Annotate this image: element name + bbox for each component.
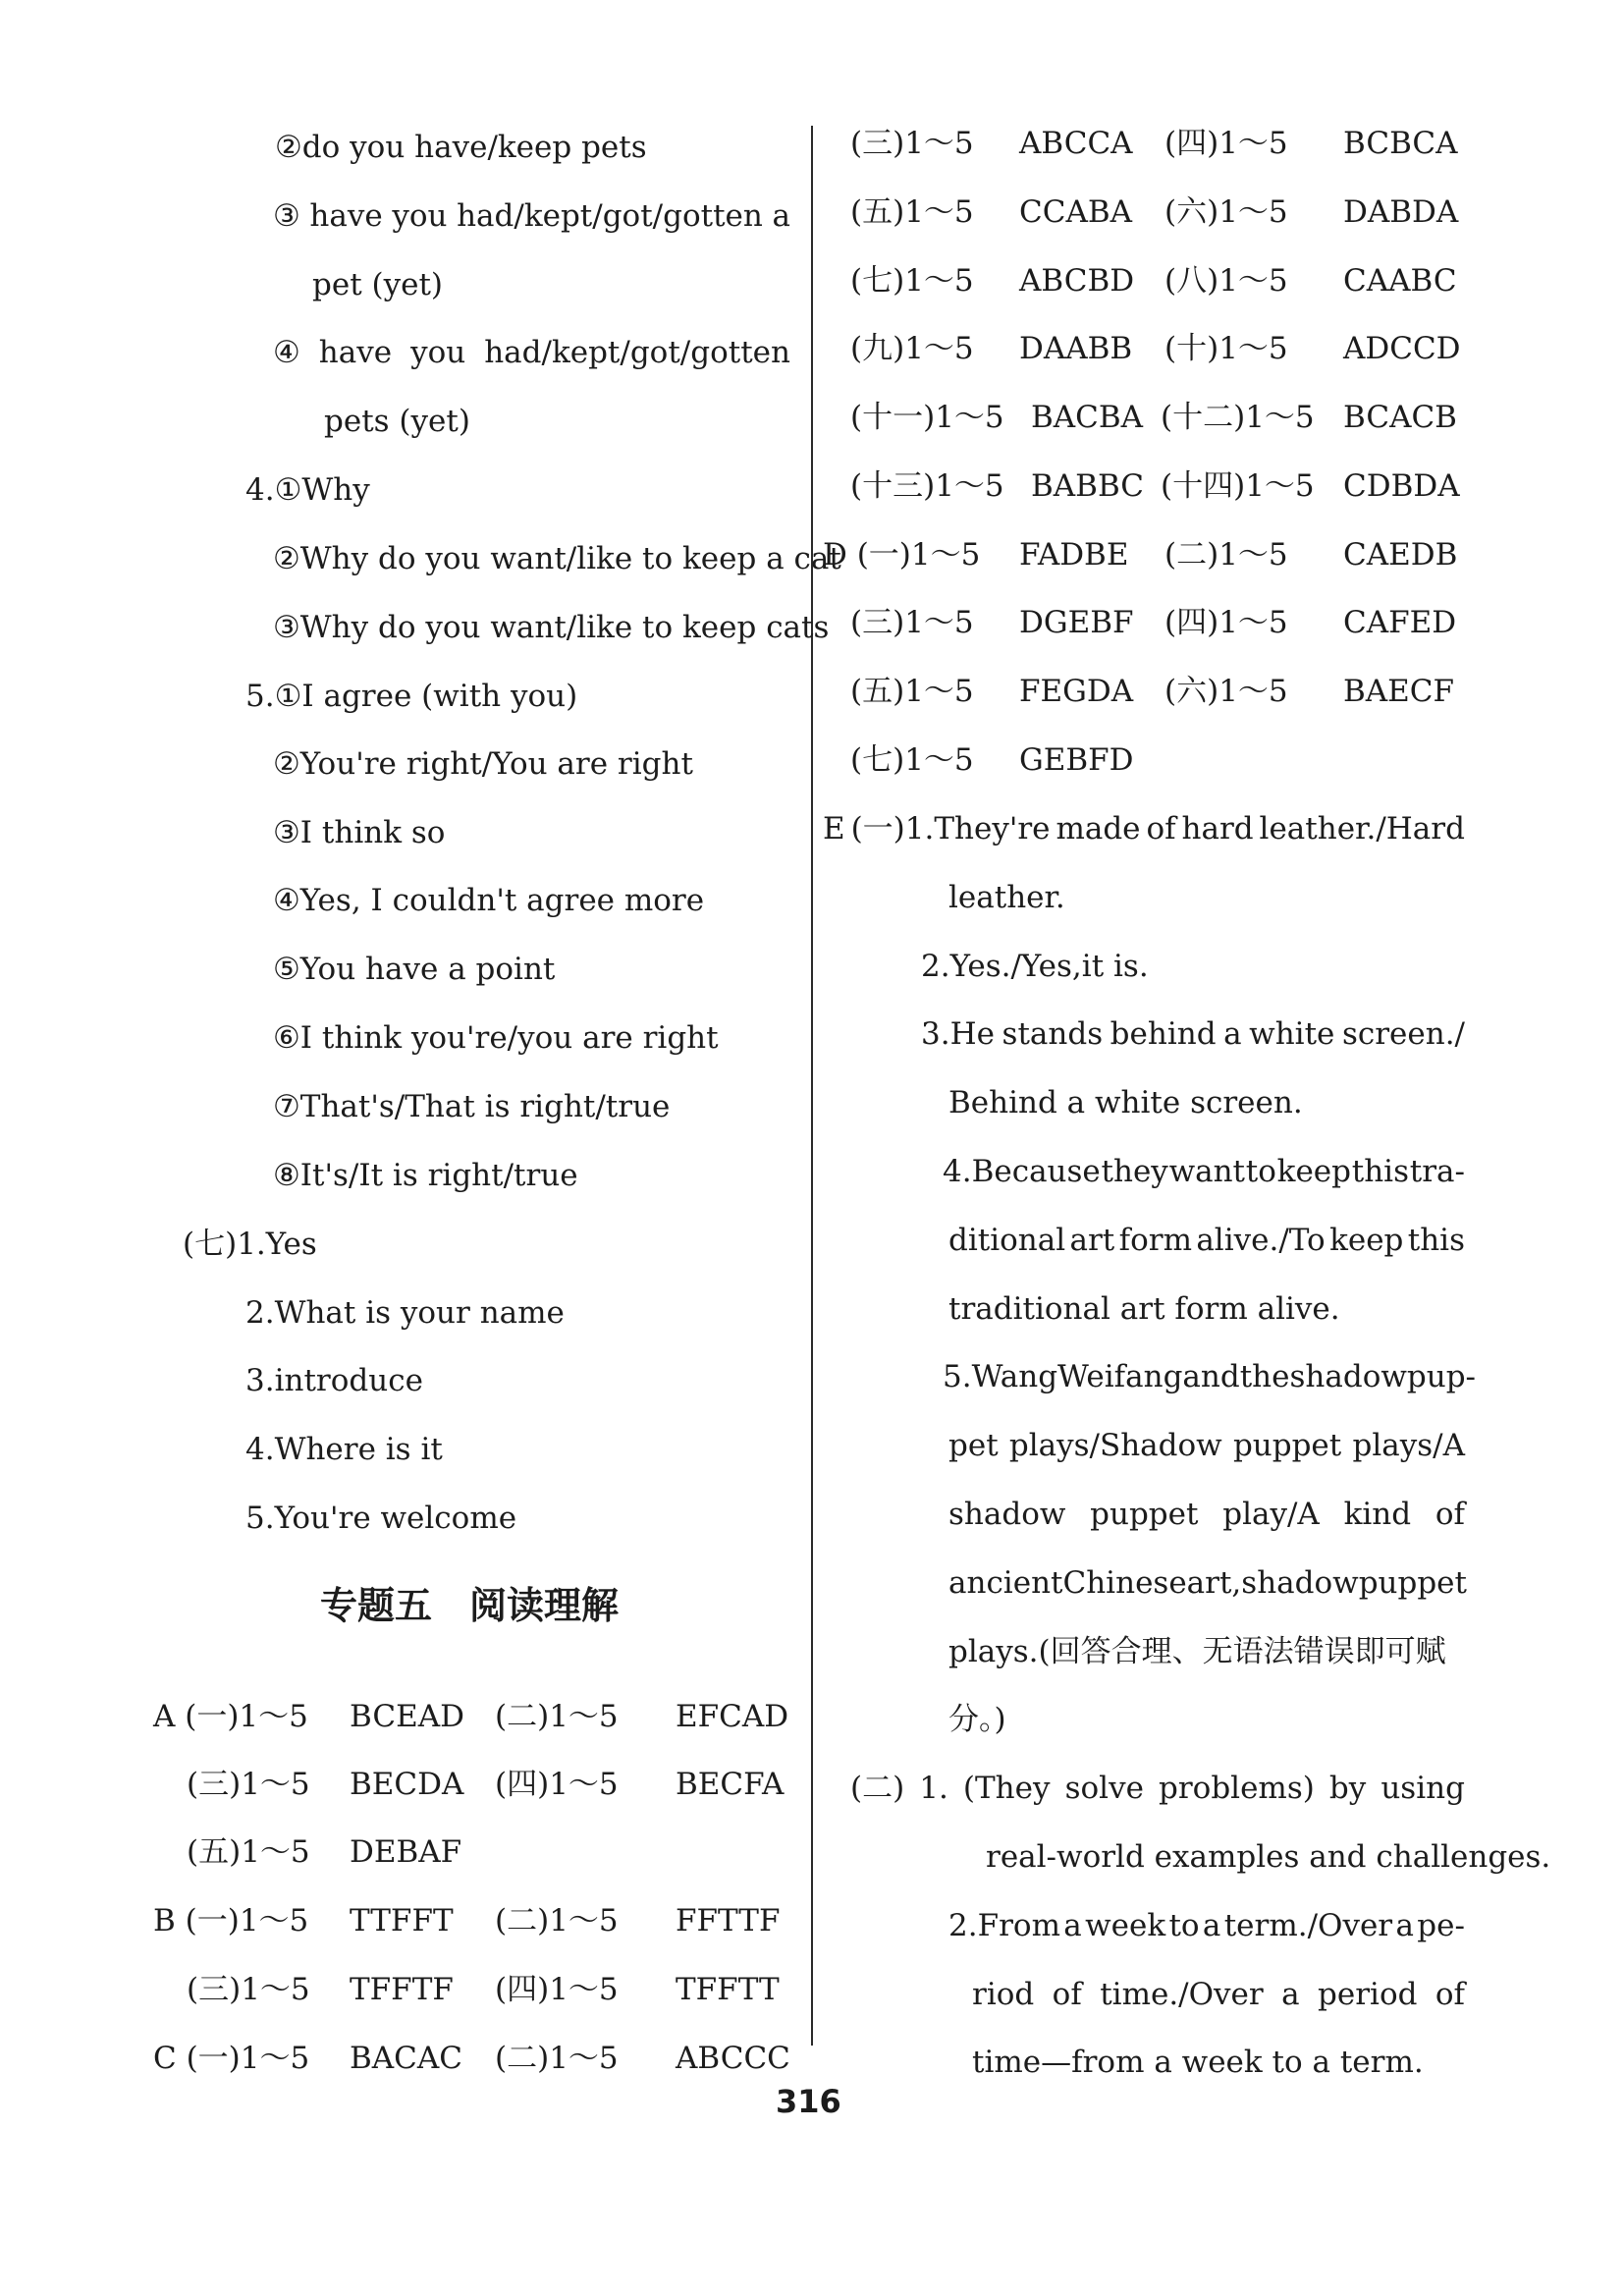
answer-letters: ABCCA (1019, 126, 1133, 161)
left-line: 2.What is your name (245, 1295, 565, 1331)
word: you (410, 335, 466, 370)
left-line: (七)1.Yes (183, 1227, 317, 1262)
word: made (1056, 811, 1141, 846)
answer-label: (十)1～5 (1164, 331, 1288, 366)
page-number: 316 (776, 2083, 841, 2120)
answer-label: (五)1～5 (850, 194, 974, 230)
word: 1. (919, 1771, 948, 1806)
right-line: time—from a week to a term. (972, 2045, 1424, 2080)
word: form (1118, 1223, 1192, 1258)
answer-label: (二)1～5 (495, 2041, 619, 2076)
word: play/A (1222, 1497, 1320, 1532)
word: pet (948, 1428, 999, 1463)
left-line: 3.introduce (245, 1363, 423, 1398)
answer-letters: FFTTF (676, 1903, 781, 1938)
right-line: real-world examples and challenges. (986, 1839, 1551, 1875)
right-line (948, 1221, 1465, 1260)
word: 5.Wang (943, 1359, 1058, 1394)
word: solve (1064, 1771, 1144, 1806)
word: to (1168, 1908, 1200, 1943)
word: puppet (1090, 1497, 1199, 1532)
right-line (948, 1563, 1465, 1603)
word: (二) (850, 1771, 905, 1806)
word: E (823, 811, 845, 846)
answer-letters: BABBC (1031, 468, 1145, 504)
word: ditional (948, 1223, 1066, 1258)
section-heading: 专题五 阅读理解 (320, 1584, 620, 1627)
answer-letters: DGEBF (1019, 605, 1134, 640)
answer-label: (六)1～5 (1164, 194, 1288, 230)
word: using (1380, 1771, 1465, 1806)
word: 3.He (921, 1016, 995, 1052)
right-line (948, 1632, 1465, 1671)
word: plays.(回答合理、无语法错误即可赋 (948, 1634, 1446, 1669)
left-line: ④Yes, I couldn't agree more (273, 883, 705, 918)
word: (They (962, 1771, 1051, 1806)
left-line (273, 196, 790, 236)
answer-letters: DABDA (1343, 194, 1459, 230)
answer-label: (九)1～5 (850, 331, 974, 366)
answer-label: (四)1～5 (1164, 126, 1288, 161)
answer-label: (二)1～5 (1164, 537, 1288, 573)
word: shadow (1289, 1359, 1407, 1394)
word: puppet (1232, 1428, 1342, 1463)
answer-label: C (一)1～5 (153, 2041, 310, 2076)
right-line: 分。) (948, 1702, 1006, 1737)
word: they (1101, 1154, 1168, 1189)
answer-letters: BCACB (1343, 400, 1457, 435)
answer-label: (三)1～5 (850, 126, 974, 161)
word: art,shadow (1186, 1565, 1359, 1601)
answer-label: (八)1～5 (1164, 263, 1288, 299)
word: keep (1276, 1154, 1351, 1189)
answer-letters: BCEAD (350, 1699, 464, 1734)
word: problems) (1159, 1771, 1315, 1806)
word: had/kept/got/gotten (484, 335, 790, 370)
word: alive./To (1196, 1223, 1326, 1258)
word: leather./Hard (1259, 811, 1465, 846)
answer-letters: TFFTT (676, 1972, 780, 2007)
answer-letters: CAFED (1343, 605, 1457, 640)
answer-letters: GEBFD (1019, 742, 1134, 778)
word: want (1168, 1154, 1246, 1189)
word: ③ (273, 198, 300, 234)
answer-label: (三)1～5 (850, 605, 974, 640)
word: term./Over (1223, 1908, 1393, 1943)
answer-label: (四)1～5 (1164, 605, 1288, 640)
word: ancient (948, 1565, 1063, 1601)
answer-letters: CAEDB (1343, 537, 1458, 573)
answer-label: (四)1～5 (495, 1767, 619, 1802)
word: period (1318, 1977, 1418, 2012)
answer-label: (三)1～5 (187, 1972, 310, 2007)
right-line (823, 809, 1465, 848)
word: art (1069, 1223, 1115, 1258)
left-line: ⑧It's/It is right/true (273, 1158, 578, 1193)
word: to (1245, 1154, 1276, 1189)
answer-letters: BACBA (1031, 400, 1144, 435)
right-line (972, 1975, 1465, 2014)
word: Chinese (1062, 1565, 1187, 1601)
answer-letters: FEGDA (1019, 674, 1134, 709)
left-line: ③Why do you want/like to keep cats (273, 610, 830, 645)
word: week (1085, 1908, 1166, 1943)
answer-label: (七)1～5 (850, 263, 974, 299)
left-line: ②Why do you want/like to keep a cat (273, 541, 841, 576)
word: 4.Because (943, 1154, 1101, 1189)
right-line (921, 1014, 1465, 1054)
left-line: 5.You're welcome (245, 1501, 517, 1536)
answer-letters: DAABB (1019, 331, 1133, 366)
word: shadow (948, 1497, 1066, 1532)
left-line: ③I think so (273, 815, 446, 850)
answer-label: (二)1～5 (495, 1699, 619, 1734)
word: pe- (1417, 1908, 1465, 1943)
answer-letters: CAABC (1343, 263, 1457, 299)
answer-label: (十四)1～5 (1161, 468, 1315, 504)
right-line (948, 1426, 1465, 1465)
right-line (948, 1906, 1465, 1945)
right-line (948, 1495, 1465, 1534)
word: tra- (1409, 1154, 1465, 1189)
word: a (1223, 1016, 1242, 1052)
word: this (1351, 1154, 1409, 1189)
word: a (772, 198, 790, 234)
word: of (1052, 1977, 1082, 2012)
right-line: 2.Yes./Yes,it is. (921, 949, 1149, 984)
word: this (1407, 1223, 1465, 1258)
word: and (1182, 1359, 1240, 1394)
left-line (273, 333, 790, 372)
left-line: 4.Where is it (245, 1432, 443, 1467)
word: a (1202, 1908, 1221, 1943)
word: pup- (1406, 1359, 1477, 1394)
word: ④ (273, 335, 300, 370)
word: have (318, 335, 393, 370)
answer-letters: DEBAF (350, 1834, 462, 1870)
word: white (1249, 1016, 1335, 1052)
word: a (1063, 1908, 1082, 1943)
word: have (309, 198, 383, 234)
left-line: ②You're right/You are right (273, 746, 693, 782)
answer-letters: ABCBD (1019, 263, 1135, 299)
right-line (943, 1357, 1477, 1396)
left-line: 5.①I agree (with you) (245, 679, 578, 714)
answer-letters: FADBE (1019, 537, 1129, 573)
word: hard (1181, 811, 1254, 846)
word: kind (1343, 1497, 1412, 1532)
answer-label: (三)1～5 (187, 1767, 310, 1802)
word: a (1395, 1908, 1414, 1943)
answer-letters: TFFTF (350, 1972, 454, 2007)
word: plays/Shadow (1008, 1428, 1222, 1463)
answer-letters: ABCCC (676, 2041, 790, 2076)
answer-label: (六)1～5 (1164, 674, 1288, 709)
word: puppet (1358, 1565, 1467, 1601)
answer-letters: BCBCA (1343, 126, 1458, 161)
word: the (1239, 1359, 1290, 1394)
left-line: ⑦That's/That is right/true (273, 1089, 671, 1124)
word: of (1435, 1497, 1465, 1532)
answer-letters: ADCCD (1343, 331, 1461, 366)
word: (一)1.They're (850, 811, 1051, 846)
answer-letters: BECDA (350, 1767, 464, 1802)
word: of (1435, 1977, 1465, 2012)
answer-letters: BAECF (1343, 674, 1455, 709)
column-divider (811, 126, 813, 2046)
right-line: traditional art form alive. (948, 1291, 1340, 1327)
answer-label: (二)1～5 (495, 1903, 619, 1938)
word: a (1281, 1977, 1300, 2012)
answer-label: (七)1～5 (850, 742, 974, 778)
left-line: ②do you have/keep pets (275, 130, 647, 165)
answer-label: D (一)1～5 (823, 537, 981, 573)
word: 2.From (948, 1908, 1060, 1943)
answer-label: (十一)1～5 (850, 400, 1004, 435)
word: had/kept/got/gotten (457, 198, 763, 234)
answer-label: (四)1～5 (495, 1972, 619, 2007)
answer-label: (五)1～5 (187, 1834, 310, 1870)
answer-label: (五)1～5 (850, 674, 974, 709)
right-line: leather. (948, 880, 1065, 915)
left-line: 4.①Why (245, 472, 370, 508)
word: riod (972, 1977, 1035, 2012)
left-line: ⑥I think you're/you are right (273, 1020, 719, 1056)
word: screen./ (1341, 1016, 1465, 1052)
word: stands (1001, 1016, 1104, 1052)
answer-label: (十二)1～5 (1161, 400, 1315, 435)
right-line (943, 1152, 1465, 1191)
answer-letters: EFCAD (676, 1699, 789, 1734)
answer-letters: BACAC (350, 2041, 462, 2076)
right-line: Behind a white screen. (948, 1085, 1303, 1120)
word: plays/A (1352, 1428, 1465, 1463)
answer-letters: CCABA (1019, 194, 1132, 230)
answer-label: (十三)1～5 (850, 468, 1004, 504)
word: of (1146, 811, 1176, 846)
answer-letters: CDBDA (1343, 468, 1460, 504)
right-line (850, 1769, 1465, 1808)
left-line: pet (yet) (312, 267, 444, 302)
answer-letters: TTFFT (350, 1903, 454, 1938)
word: keep (1329, 1223, 1404, 1258)
answer-label: A (一)1～5 (153, 1699, 308, 1734)
word: time./Over (1100, 1977, 1264, 2012)
left-line: ⑤You have a point (273, 952, 556, 987)
word: behind (1110, 1016, 1217, 1052)
answer-label: B (一)1～5 (153, 1903, 309, 1938)
word: by (1328, 1771, 1367, 1806)
word: Weifang (1057, 1359, 1183, 1394)
left-line: pets (yet) (324, 404, 470, 439)
word: you (392, 198, 448, 234)
answer-letters: BECFA (676, 1767, 785, 1802)
